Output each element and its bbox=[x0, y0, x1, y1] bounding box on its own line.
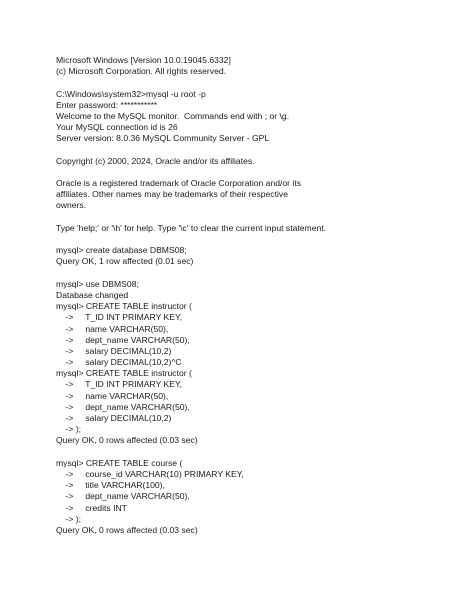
transcript-line: -> title VARCHAR(100), bbox=[56, 480, 165, 491]
transcript-line bbox=[56, 145, 456, 156]
transcript-line bbox=[56, 268, 456, 279]
transcript-line: Query OK, 0 rows affected (0.03 sec) bbox=[56, 524, 198, 535]
transcript-line: mysql> CREATE TABLE instructor ( bbox=[56, 301, 192, 312]
transcript-line: Enter password: *********** bbox=[56, 99, 158, 110]
transcript-line: -> salary DECIMAL(10,2) bbox=[56, 345, 172, 356]
transcript-line: Server version: 8.0.36 MySQL Community Server - GPL bbox=[56, 133, 270, 144]
transcript-line: mysql> create database DBMS08; bbox=[56, 245, 187, 256]
transcript-line: -> course_id VARCHAR(10) PRIMARY KEY, bbox=[56, 468, 244, 479]
transcript-line: Welcome to the MySQL monitor. Commands end with ; or \g. bbox=[56, 110, 290, 121]
transcript-line: Your MySQL connection id is 26 bbox=[56, 122, 178, 133]
transcript-line: mysql> CREATE TABLE course ( bbox=[56, 457, 183, 468]
transcript-line: -> dept_name VARCHAR(50), bbox=[56, 401, 190, 412]
transcript-line: mysql> CREATE TABLE instructor ( bbox=[56, 368, 192, 379]
transcript-line: Type 'help;' or '\h' for help. Type '\c' to clear the current input statement. bbox=[56, 222, 327, 233]
transcript-line: -> dept_name VARCHAR(50), bbox=[56, 491, 190, 502]
transcript-line: Query OK, 1 row affected (0.01 sec) bbox=[56, 256, 194, 267]
transcript-line: owners. bbox=[56, 200, 87, 211]
transcript-line: -> name VARCHAR(50), bbox=[56, 323, 169, 334]
transcript-line: -> name VARCHAR(50), bbox=[56, 390, 169, 401]
transcript-line bbox=[56, 167, 456, 178]
transcript-line: -> T_ID INT PRIMARY KEY, bbox=[56, 312, 183, 323]
transcript-line: Microsoft Windows [Version 10.0.19045.6332] bbox=[56, 55, 231, 65]
transcript-line: Oracle is a registered trademark of Oracle Corporation and/or its bbox=[56, 178, 302, 189]
transcript-line bbox=[56, 77, 456, 88]
transcript-line: -> salary DECIMAL(10,2)^C bbox=[56, 357, 182, 368]
transcript-line: -> credits INT bbox=[56, 502, 127, 513]
transcript-line: mysql> use DBMS08; bbox=[56, 278, 139, 289]
transcript-line bbox=[56, 234, 456, 245]
transcript-line: -> salary DECIMAL(10,2) bbox=[56, 413, 172, 423]
transcript-line: -> ); bbox=[56, 424, 82, 435]
transcript-line bbox=[56, 212, 456, 223]
transcript-line: Copyright (c) 2000, 2024, Oracle and/or its affiliates. bbox=[56, 155, 255, 166]
transcript-line: -> dept_name VARCHAR(50), bbox=[56, 334, 190, 345]
terminal-transcript bbox=[56, 55, 456, 536]
transcript-line: -> T_ID INT PRIMARY KEY, bbox=[56, 379, 183, 390]
transcript-line: affiliates. Other names may be trademarks of their respective bbox=[56, 189, 288, 200]
transcript-line: Database changed bbox=[56, 289, 129, 300]
transcript-line bbox=[56, 447, 456, 458]
transcript-line: -> ); bbox=[56, 513, 82, 524]
transcript-line: C:\Windows\system32>mysql -u root -p bbox=[56, 88, 206, 99]
transcript-line: (c) Microsoft Corporation. All rights reserved. bbox=[56, 66, 227, 77]
transcript-line: Query OK, 0 rows affected (0.03 sec) bbox=[56, 435, 198, 446]
